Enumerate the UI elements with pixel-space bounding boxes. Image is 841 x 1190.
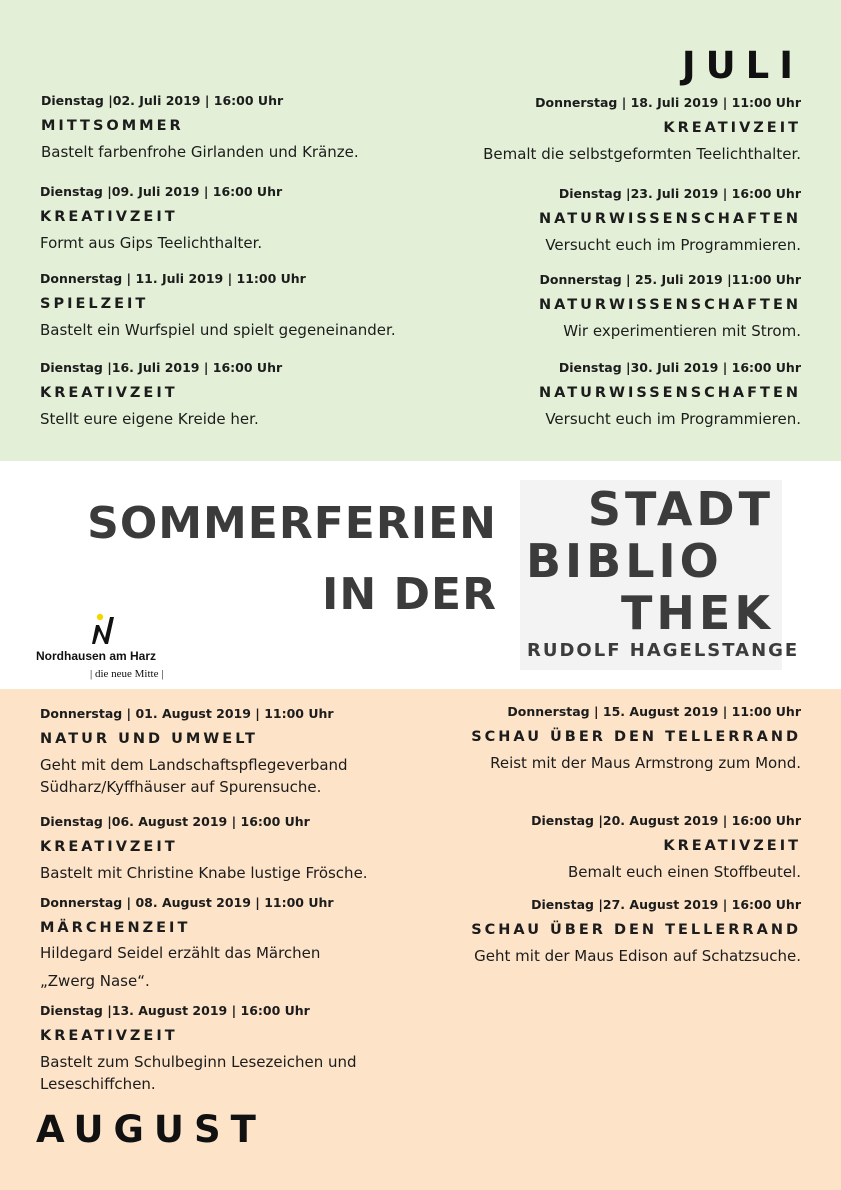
event-description: Formt aus Gips Teelichthalter.	[40, 234, 263, 252]
library-logo-line-2: BIBLIO	[526, 534, 723, 588]
event-date: Donnerstag | 01. August 2019 | 11:00 Uhr	[40, 706, 334, 721]
event-description: Bastelt ein Wurfspiel und spielt gegeneinander.	[40, 321, 396, 339]
month-heading-july: JULI	[681, 44, 803, 87]
event-date: Dienstag |06. August 2019 | 16:00 Uhr	[40, 814, 310, 829]
event-description: Bastelt farbenfrohe Girlanden und Kränze.	[41, 143, 359, 161]
event-date: Dienstag |16. Juli 2019 | 16:00 Uhr	[40, 360, 283, 375]
event-july-25	[431, 272, 801, 342]
event-date: Donnerstag | 15. August 2019 | 11:00 Uhr	[507, 704, 801, 719]
event-aug-15	[431, 704, 801, 774]
city-emblem-icon	[88, 612, 122, 648]
event-date: Donnerstag | 18. Juli 2019 | 11:00 Uhr	[535, 95, 801, 110]
event-title: KREATIVZEIT	[40, 385, 178, 401]
event-aug-27	[431, 897, 801, 967]
event-july-02	[41, 93, 411, 163]
event-description: Reist mit der Maus Armstrong zum Mond.	[490, 754, 801, 772]
event-date: Dienstag |27. August 2019 | 16:00 Uhr	[531, 897, 801, 912]
event-title: NATURWISSENSCHAFTEN	[538, 211, 801, 227]
month-heading-august: AUGUST	[36, 1108, 266, 1151]
event-description-line: Leseschiffchen.	[40, 1075, 156, 1093]
city-name: Nordhausen am Harz	[36, 649, 157, 663]
event-date: Donnerstag | 11. Juli 2019 | 11:00 Uhr	[40, 271, 306, 286]
event-title: KREATIVZEIT	[663, 120, 801, 136]
library-logo-line-3: THEK	[621, 586, 774, 640]
event-date: Dienstag |20. August 2019 | 16:00 Uhr	[531, 813, 801, 828]
library-logo-line-1: STADT	[587, 482, 774, 536]
event-date: Dienstag |13. August 2019 | 16:00 Uhr	[40, 1003, 310, 1018]
event-july-30	[431, 360, 801, 430]
event-description	[40, 939, 410, 995]
event-description: Bemalt die selbstgeformten Teelichthalter.	[483, 145, 801, 163]
event-description: Wir experimentieren mit Strom.	[563, 322, 801, 340]
event-july-09	[40, 184, 410, 254]
event-title: SPIELZEIT	[40, 296, 149, 312]
event-description: Geht mit der Maus Edison auf Schatzsuche.	[474, 947, 801, 965]
event-title: NATURWISSENSCHAFTEN	[538, 297, 801, 313]
event-aug-06	[40, 814, 410, 884]
event-july-11	[40, 271, 440, 341]
event-title: SCHAU ÜBER DEN TELLERRAND	[471, 729, 801, 745]
event-description: Bemalt euch einen Stoffbeutel.	[567, 863, 801, 881]
headline-in-der: IN DER	[322, 569, 497, 620]
city-logo	[36, 612, 172, 684]
library-logo	[520, 480, 800, 670]
event-title: MÄRCHENZEIT	[40, 920, 191, 936]
headline-sommerferien: SOMMERFERIEN	[87, 498, 497, 549]
event-title: KREATIVZEIT	[40, 1028, 178, 1044]
event-description: Bastelt mit Christine Knabe lustige Frösche.	[40, 864, 368, 882]
event-date: Dienstag |23. Juli 2019 | 16:00 Uhr	[558, 186, 801, 201]
event-description: Versucht euch im Programmieren.	[545, 236, 801, 254]
event-july-16	[40, 360, 410, 430]
event-aug-08	[40, 895, 410, 995]
event-july-23	[431, 186, 801, 256]
event-aug-13	[40, 1003, 410, 1095]
event-date: Dienstag |09. Juli 2019 | 16:00 Uhr	[40, 184, 283, 199]
event-title: SCHAU ÜBER DEN TELLERRAND	[471, 922, 801, 938]
event-description-line: Bastelt zum Schulbeginn Lesezeichen und	[40, 1053, 357, 1071]
event-title: KREATIVZEIT	[40, 209, 178, 225]
event-title: NATUR UND UMWELT	[40, 731, 258, 747]
city-tagline: | die neue Mitte |	[90, 668, 164, 680]
event-description-line: Geht mit dem Landschaftspflegeverband	[40, 756, 348, 774]
event-date: Dienstag |30. Juli 2019 | 16:00 Uhr	[558, 360, 801, 375]
event-date: Donnerstag | 25. Juli 2019 |11:00 Uhr	[539, 272, 801, 287]
event-description-line: „Zwerg Nase“.	[40, 972, 150, 990]
library-logo-subtitle: RUDOLF HAGELSTANGE	[527, 640, 800, 661]
event-title: MITTSOMMER	[41, 118, 184, 134]
event-description	[40, 1051, 410, 1095]
event-aug-20	[431, 813, 801, 883]
event-date: Donnerstag | 08. August 2019 | 11:00 Uhr	[40, 895, 334, 910]
event-description-line: Südharz/Kyffhäuser auf Spurensuche.	[40, 778, 322, 796]
event-date: Dienstag |02. Juli 2019 | 16:00 Uhr	[41, 93, 284, 108]
event-description-line: Hildegard Seidel erzählt das Märchen	[40, 944, 321, 962]
event-aug-01	[40, 706, 410, 798]
event-title: KREATIVZEIT	[663, 838, 801, 854]
event-july-18	[431, 95, 801, 165]
event-description	[40, 754, 410, 798]
event-description: Versucht euch im Programmieren.	[545, 410, 801, 428]
event-title: KREATIVZEIT	[40, 839, 178, 855]
event-description: Stellt eure eigene Kreide her.	[40, 410, 259, 428]
event-title: NATURWISSENSCHAFTEN	[538, 385, 801, 401]
